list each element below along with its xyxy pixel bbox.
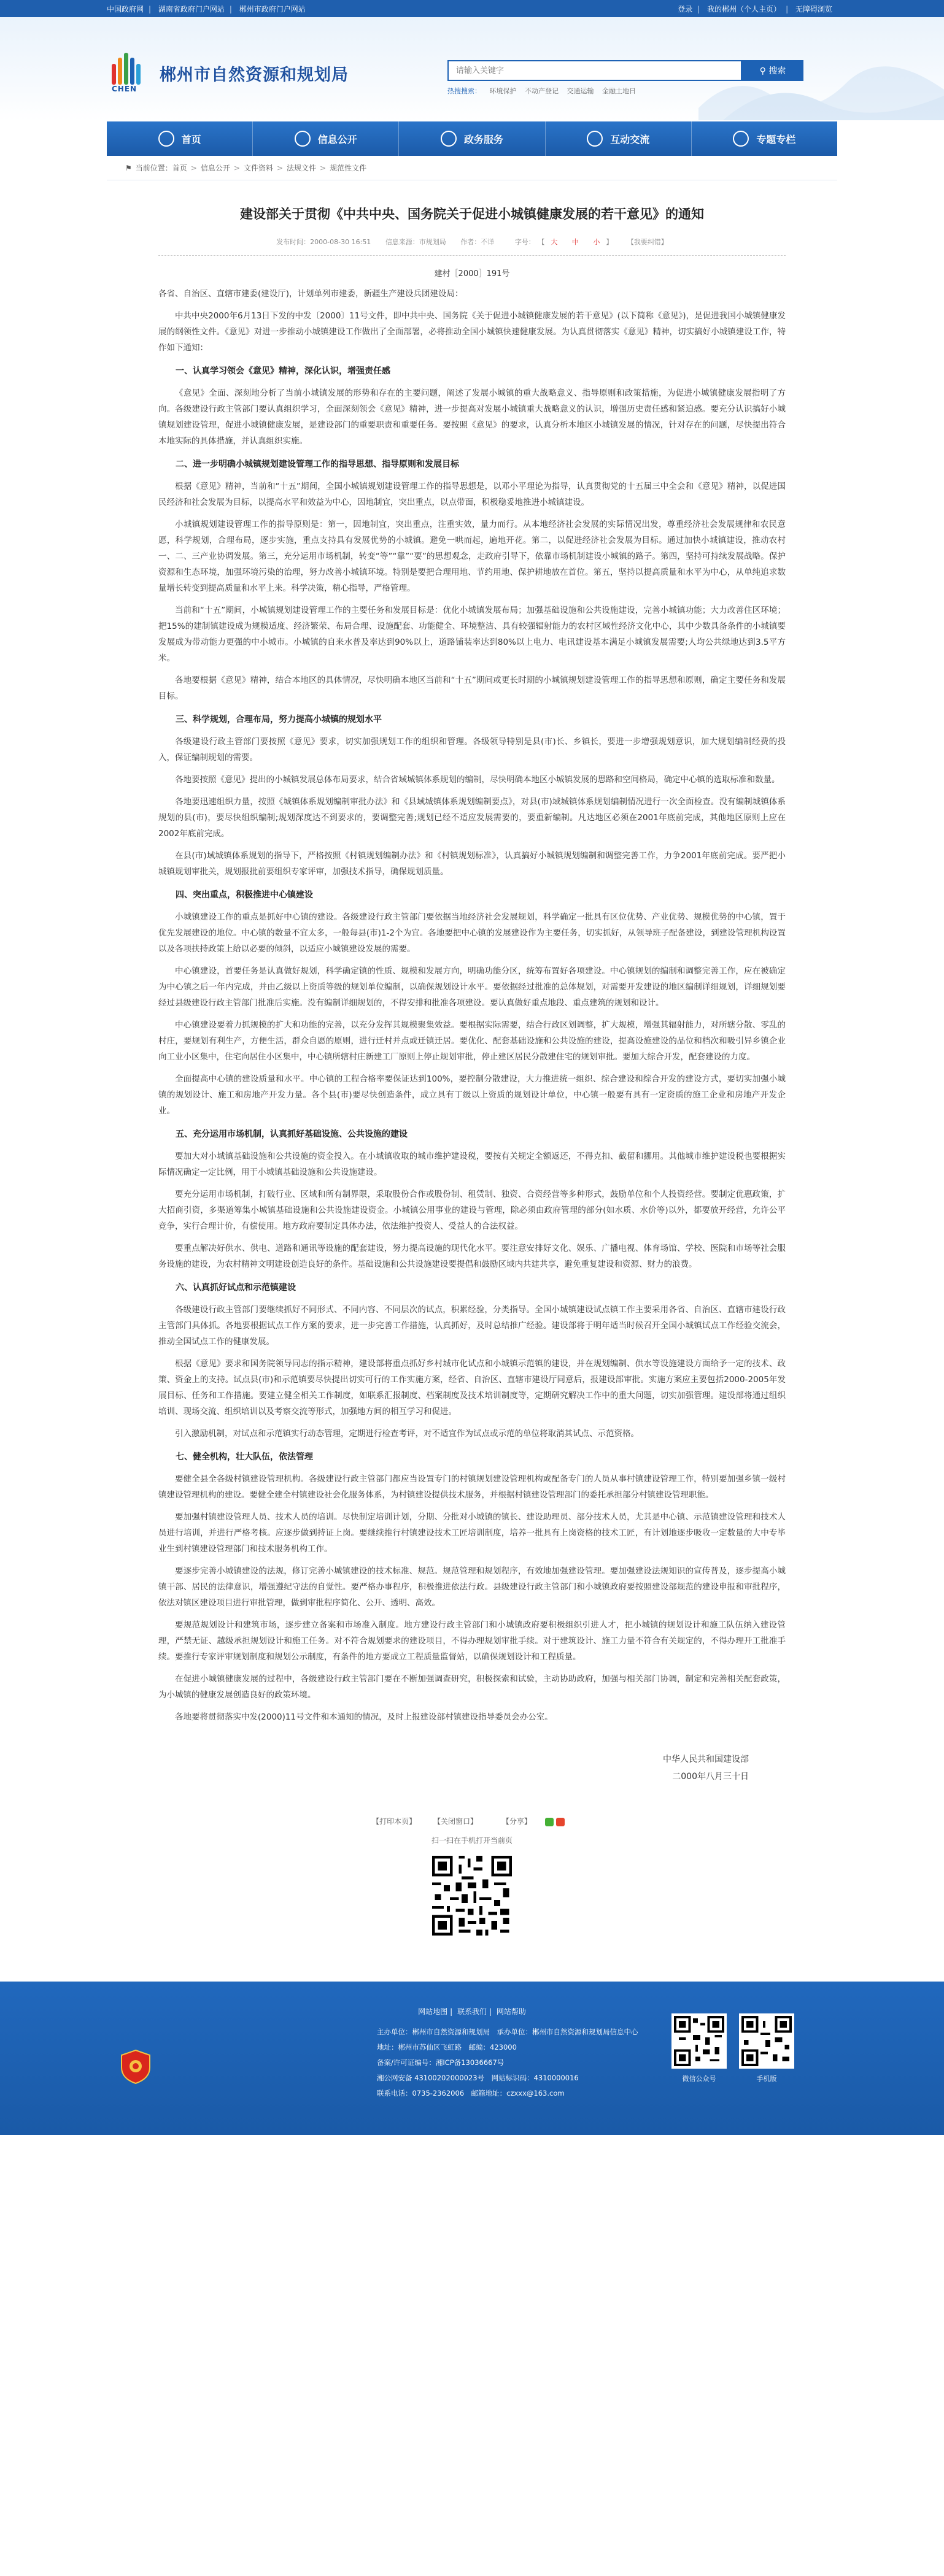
hot-word[interactable]: 不动产登记 <box>525 87 559 95</box>
paragraph: 全面提高中心镇的建设质量和水平。中心镇的工程合格率要保证达到100%，要控制分散建设，大力推进统一组织、综合建设和综合开发的建设方式，要切实加强小城镇的规划设计、施工和房地产开发力量。各个县(市)要尽快创造条件，成立具有丁级以上资质的规划设计单位，中心镇一般要有具有一定资质的施工企业和房地产开发企业。 <box>158 1074 786 1116</box>
personal-link[interactable]: 我的郴州（个人主页） <box>707 4 781 13</box>
footer-address: 地址：郴州市苏仙区飞虹路 邮编：423000 <box>377 2043 517 2051</box>
font-small-button[interactable]: 小 <box>593 238 600 246</box>
breadcrumb: ⚑ 当前位置： 首页 > 信息公开 > 文件资料 > 法规文件 > 规范性文件 <box>107 156 837 180</box>
paragraph: 各地要根据《意见》精神，结合本地区的具体情况，尽快明确本地区当前和“十五”期间或更长时期的小城镇规划建设管理工作的指导思想和原则，确定主要任务和发展目标。 <box>158 675 786 701</box>
wechat-qr-icon <box>671 2013 727 2069</box>
wechat-qr-caption: 微信公众号 <box>682 2075 716 2083</box>
font-mid-button[interactable]: 中 <box>571 238 579 246</box>
hot-word[interactable]: 交通运输 <box>567 87 594 95</box>
paragraph: 中共中央2000年6月13日下发的中发〔2000〕11号文件，即中共中央、国务院《关于促进小城镇健康发展的若干意见》(以下简称《意见》)，是促进我国小城镇健康发展的纲领性文件。《意见》对进一步推动小城镇建设工作做出了全面部署，必将推动全国小城镇快速健康发展。为认真贯彻落实《意见》精神，切实搞好小城镇建设工作，特作如下通知： <box>158 311 786 353</box>
site-title: 郴州市自然资源和规划局 <box>160 65 349 85</box>
hot-search-label: 热搜搜索： <box>447 87 481 95</box>
paragraph: 各地要按照《意见》提出的小城镇发展总体布局要求，结合省域城镇体系规划的编制，尽快明确本地区小城镇发展的思路和空间格局，确定中心镇的选取标准和数量。 <box>175 775 780 785</box>
contact-link[interactable]: 联系我们 <box>457 2007 487 2016</box>
footer-links: 网站地图 | 联系我们 | 网站帮助 <box>418 2007 526 2016</box>
footer-contact: 联系电话：0735-2362006 邮箱地址：czxxx@163.com <box>377 2089 565 2097</box>
paragraph: 各级建设行政主管部门要继续抓好不同形式、不同内容、不同层次的试点，积累经验，分类指导。全国小城镇建设试点镇工作主要采用各省、自治区、直辖市建设行政主管部门具体抓。各地要根据试点工作方案的要求，进一步完善工作措施，认真抓好，及时总结推广经验。建设部将于明年适当时候召开全国小城镇试点工作经验交流会，推动全国试点工作的健康发展。 <box>158 1305 786 1347</box>
mobile-qr-caption: 手机版 <box>756 2075 777 2083</box>
paragraph: 要加大对小城镇基础设施和公共设施的资金投入。在小城镇收取的城市维护建设税，要按有关规定全额返还，不得克扣、截留和挪用。其他城市维护建设税也要根据实际情况确定一定比例，用于小城镇基础设施和公共设施建设。 <box>158 1152 786 1177</box>
paragraph: 中心镇建设，首要任务是认真做好规划，科学确定镇的性质、规模和发展方向，明确功能分区，统筹布置好各项建设。中心镇规划的编制和调整完善工作，应在被确定为中心镇之后一年内完成，并由乙级以上资质等级的规划单位编制，以确保规划设计水平。要依据经过批准的总体规划，对需要开发建设的地区编制详细规划，详细规划要经过县级建设行政主管部门批准后实施。没有编制详细规划的，不得安排和批准各项建设。要认真做好重点地段、重点建筑的规划和设计。 <box>158 966 786 1008</box>
print-link[interactable]: 【打印本页】 <box>372 1817 417 1826</box>
top-bar <box>0 0 944 17</box>
article <box>107 205 837 1939</box>
paragraph: 要逐步完善小城镇建设的法规，修订完善小城镇建设的技术标准、规范。规范管理和规划程序，有效地加强建设管理。要加强建设法规知识的宣传普及，逐步提高小城镇干部、居民的法律意识，增强遵纪守法的自觉性。要严格办事程序，积极推进依法行政。县级建设行政主管部门和小城镇政府要按照建设部规范的建设申报和审批程序，依法对镇区建设项目进行审批管理，做到审批程序简化、公开、透明、高效。 <box>158 1566 786 1608</box>
salutation: 各省、自治区、直辖市建委(建设厅)，计划单列市建委，新疆生产建设兵团建设局： <box>158 289 463 299</box>
info-source: 信息来源：市规划局 <box>385 238 446 246</box>
main-nav <box>107 121 837 156</box>
share-link[interactable] <box>495 1817 572 1826</box>
breadcrumb-prefix: 当前位置： <box>135 164 172 172</box>
close-window-link[interactable]: 【关闭窗口】 <box>433 1817 478 1826</box>
footer-icp[interactable]: 备案/许可证编号：湘ICP备13036667号 <box>377 2058 505 2067</box>
breadcrumb-item[interactable]: 首页 <box>172 164 187 172</box>
paragraph: 各地要将贯彻落实中发(2000)11号文件和本通知的情况，及时上报建设部村镇建设指导委员会办公室。 <box>175 1712 553 1722</box>
article-meta <box>158 237 786 256</box>
footer-org: 主办单位：郴州市自然资源和规划局 承办单位：郴州市自然资源和规划局信息中心 <box>377 2028 638 2036</box>
doc-icon <box>295 131 311 147</box>
search-button[interactable] <box>742 60 803 81</box>
paragraph: 要加强村镇建设管理人员、技术人员的培训。尽快制定培训计划，分期、分批对小城镇的镇长、建设助理员、部分技术人员，尤其是中心镇、示范镇建设管理和技术人员进行培训，并进行严格考核。应逐步做到持证上岗。要继续推行村镇建设技术工匠培训制度，培养一批具有上岗资格的技术工匠，有计划地逐步吸收一定数量的大中专毕业生到村镇建设管理部门和技术服务机构工作。 <box>158 1512 786 1554</box>
logo-mark-icon <box>107 53 156 93</box>
service-icon <box>441 131 457 147</box>
section-heading: 一、认真学习领会《意见》精神，深化认识，增强责任感 <box>176 366 390 376</box>
site-header <box>0 17 944 121</box>
paragraph: 各级建设行政主管部门要按照《意见》要求，切实加强规划工作的组织和管理。各级领导特别是县(市)长、乡镇长，要进一步增强规划意识，加大规划编制经费的投入，保证编制规划的需要。 <box>158 737 786 763</box>
footer-security[interactable]: 湘公网安备 43100202000023号 网站标识码：4310000016 <box>377 2074 579 2082</box>
home-icon <box>158 131 174 147</box>
nav-label: 信息公开 <box>317 133 357 145</box>
chat-icon <box>587 131 603 147</box>
nav-topics[interactable] <box>692 121 837 156</box>
section-heading: 五、充分运用市场机制，认真抓好基础设施、公共设施的建设 <box>176 1129 408 1139</box>
search-button-label: 搜索 <box>768 66 786 76</box>
gov-link[interactable]: 中国政府网 <box>107 4 144 13</box>
qr-code-icon <box>429 1853 515 1939</box>
paragraph: 中心镇建设要着力抓规模的扩大和功能的完善，以充分发挥其规模聚集效益。要根据实际需要，结合行政区划调整，扩大规模，增强其辐射能力，对所辖分散、零乱的村庄，要规划有利生产，方便生活，群众自愿的原则，进行迁村并点或迁镇迁居。要优化、配套基础设施和公共设施的建设，提高设施建设的品位和档次和吸引异乡镇企业向工业小区集中，住宅向居住小区集中，中心镇所辖村庄新建工厂原则上停止规划审批，停止建区居民分散建住宅的规划审批。要加大综合开发，配套建设的力度。 <box>158 1020 786 1062</box>
login-link[interactable]: 登录 <box>678 4 693 13</box>
section-heading: 六、认真抓好试点和示范镇建设 <box>176 1283 296 1293</box>
nav-info-public[interactable] <box>253 121 399 156</box>
search-box <box>447 60 803 96</box>
signing-date: 二000年八月三十日 <box>672 1772 749 1782</box>
breadcrumb-item[interactable]: 文件资料 <box>243 164 273 172</box>
nav-label: 互动交流 <box>610 133 650 145</box>
search-input[interactable] <box>447 60 742 81</box>
document-number: 建村［2000］191号 <box>434 269 510 279</box>
nav-label: 专题专栏 <box>756 133 796 145</box>
paragraph: 在县(市)域城镇体系规划的指导下，严格按照《村镇规划编制办法》和《村镇规划标准》，认真搞好小城镇规划编制和调整完善工作，力争2001年底前完成。要严把小城镇规划审批关，规划报批前要组织专家评审，加强技术指导，确保规划质量。 <box>158 851 786 877</box>
gov-emblem-icon[interactable] <box>119 2049 152 2085</box>
font-big-button[interactable]: 大 <box>551 238 558 246</box>
section-heading: 四、突出重点，积极推进中心镇建设 <box>176 890 313 900</box>
share-label: 【分享】 <box>501 1817 532 1826</box>
site-logo[interactable] <box>107 53 349 93</box>
nav-label: 首页 <box>181 133 201 145</box>
section-heading: 三、科学规划，合理布局，努力提高小城镇的规划水平 <box>176 715 382 725</box>
breadcrumb-item[interactable]: 法规文件 <box>287 164 317 172</box>
paragraph: 根据《意见》精神，当前和“十五”期间，全国小城镇规划建设管理工作的指导思想是，以邓小平理论为指导，认真贯彻党的十五届三中全会和《意见》精神，以促进国民经济和社会发展为目标，以提高水平和效益为中心，因地制宜，突出重点，以点带面，积极稳妥地推进小城镇建设。 <box>158 482 786 507</box>
location-icon: ⚑ <box>125 163 132 172</box>
paragraph: 要重点解决好供水、供电、道路和通讯等设施的配套建设，努力提高设施的现代化水平。要注意安排好文化、娱乐、广播电视、体育场馆、学校、医院和市场等社会服务设施的建设，为农村精神文明建设创造良好的条件。基础设施和公共设施建设要提倡和鼓励区域内共建共享，避免重复建设和资源、财力的浪费。 <box>158 1244 786 1269</box>
accessibility-link[interactable]: 无障碍浏览 <box>795 4 832 13</box>
topic-icon <box>733 131 749 147</box>
weibo-share-icon[interactable] <box>556 1818 565 1826</box>
font-size-control: 字号： 【 大 中 小 】 <box>514 238 613 246</box>
hot-search <box>447 86 803 96</box>
site-footer <box>0 1982 944 2135</box>
paragraph: 《意见》全面、深刻地分析了当前小城镇发展的形势和存在的主要问题，阐述了发展小城镇的重大战略意义、指导原则和政策措施，为促进小城镇健康发展指明了方向。各级建设行政主管部门要认真组织学习，全面深刻领会《意见》精神，进一步提高对发展小城镇重大战略意义的认识，增强历史责任感和紧迫感。要充分认识搞好小城镇规划建设管理，促进小城镇健康发展，是建设部门的重要职责和重要任务。要按照《意见》的要求，认真分析本地区小城镇发展的情况，针对存在的问题，尽快提出符合本地实际的具体措施，并认真组织实施。 <box>158 388 786 446</box>
paragraph: 根据《意见》要求和国务院领导同志的指示精神，建设部将重点抓好乡村城市化试点和小城镇示范镇的建设，并在规划编制、供水等设施建设方面给予一定的技术、政策、资金上的支持。试点县(市)和示范镇要尽快提出切实可行的工作实施方案，经省、自治区、直辖市建设厅同意后，报建设部审批。实施方案应主要包括2000-2005年发展目标、任务和工作措施。要建立健全相关工作制度，如联系汇报制度、档案制度及技术培训制度等，定期研究解决工作中的重大问题，切实加强管理。建设部将通过组织培训、现场交流、组织培训以及考察交流等形式，加强地方间的相互学习和促进。 <box>158 1359 786 1417</box>
breadcrumb-item[interactable]: 规范性文件 <box>330 164 367 172</box>
mobile-qr-area <box>158 1835 786 1939</box>
paragraph: 要规范规划设计和建筑市场，逐步建立备案和市场准入制度。地方建设行政主管部门和小城镇政府要积极组织引进人才，把小城镇的规划设计和施工队伍纳入建设管理，严禁无证、越级承担规划设计和施工任务。对不符合规划要求的建设项目，不得办理规划审批手续。对于建筑设计、施工力量不符合有关规定的，不得办理开工批准手续。要推行专家评审规划制度和规划公示制度，有条件的地方要成立工程质量监督站，以确保规划设计和工程质量。 <box>158 1620 786 1662</box>
section-heading: 七、健全机构，壮大队伍，依法管理 <box>176 1452 313 1462</box>
article-tools <box>158 1816 786 1826</box>
hot-word[interactable]: 环境保护 <box>489 87 517 95</box>
publish-date: 发布时间：2000-08-30 16:51 <box>276 238 371 246</box>
paragraph: 当前和“十五”期间，小城镇规划建设管理工作的主要任务和发展目标是：优化小城镇发展布局；加强基础设施和公共设施建设，完善小城镇功能；大力改善住区环境；把15%的建制镇建设成为规模适度、经济繁荣、布局合理、设施配套、功能健全、环境整洁、具有较强辐射能力的农村区域性经济文化中心，其中少数具备条件的小城镇要发展成为带动能力更强的中小城市。小城镇的自来水普及率达到90%以上，道路铺装率达到80%以上电力、电讯建设基本满足小城镇发展需要;人均公共绿地达到3.5平方米。 <box>158 606 786 663</box>
search-icon: ⚲ <box>759 66 769 76</box>
nav-label: 政务服务 <box>464 133 504 145</box>
logo-subtext: CHEN <box>112 85 137 93</box>
signing-org: 中华人民共和国建设部 <box>663 1755 749 1764</box>
mobile-qr-icon <box>739 2013 794 2069</box>
chenzhou-link[interactable]: 郴州市政府门户网站 <box>239 4 306 13</box>
section-heading: 二、进一步明确小城镇规划建设管理工作的指导思想、指导原则和发展目标 <box>176 459 459 469</box>
nav-home[interactable] <box>107 121 253 156</box>
paragraph: 要充分运用市场机制，打破行业、区域和所有制界限，采取股份合作或股份制、租赁制、独资、合资经营等多种形式，鼓励单位和个人投资经营。要制定优惠政策，扩大招商引资，多渠道筹集小城镇基础设施和公共设施建设资金。小城镇公用事业的建设与管理，除必须由政府管理的部分(如水质、水价等)以外，都要放开经营，允许公平竞争，实行合理计价，有偿使用。地方政府要制定具体办法，依法维护投资人、受益人的合法权益。 <box>158 1190 786 1231</box>
breadcrumb-item[interactable]: 信息公开 <box>200 164 230 172</box>
font-size-label: 字号： <box>514 238 535 246</box>
hunan-link[interactable]: 湖南省政府门户网站 <box>158 4 225 13</box>
author: 作者：不详 <box>460 238 495 246</box>
nav-service[interactable] <box>399 121 545 156</box>
paragraph: 在促进小城镇健康发展的过程中，各级建设行政主管部门要在不断加强调查研究，积极探索和试验，主动协助政府，加强与相关部门协调，制定和完善相关配套政策，为小城镇的健康发展创造良好的政策环境。 <box>158 1674 786 1700</box>
sitemap-link[interactable]: 网站地图 <box>418 2007 448 2016</box>
paragraph: 小城镇建设工作的重点是抓好中心镇的建设。各级建设行政主管部门要依据当地经济社会发展规划，科学确定一批具有区位优势、产业优势、规模优势的中心镇，置于优先发展建设的地位。中心镇的数量不宜太多，一般每县(市)1-2个为宜。各地要把中心镇的发展建设作为主要任务，切实抓好，从领导班子配备建设，到建设管理机构设置以及各项扶持政策上给以必要的倾斜，以适应小城镇建设发展的需要。 <box>158 912 786 954</box>
footer-info <box>377 2024 638 2101</box>
paragraph: 小城镇规划建设管理工作的指导原则是：第一，因地制宜，突出重点，注重实效，量力而行。从本地经济社会发展的实际情况出发，尊重经济社会发展规律和农民意愿，科学规划，合理布局，逐步实施，重点支持具有发展优势的小城镇。避免一哄而起，遍地开花。第二，以促进经济社会发展为目标。通过加快小城镇建设，推动农村一、二、三产业协调发展。第三，充分运用市场机制，转变“等”“靠”“要”的思想观念，走政府引导下，依靠市场机制建设小城镇的路子。第四，坚持可持续发展战略。保护资源和生态环境，加强环境污染的治理，努力改善小城镇环境。特别是要把合理用地、节约用地、保护耕地放在首位。第五，坚持以提高质量和水平为中心，从单纯追求数量增长转变到提高质量和水平上来。科学决策，精心指导，严格管理。 <box>158 520 786 593</box>
help-link[interactable]: 网站帮助 <box>496 2007 526 2016</box>
paragraph: 各地要迅速组织力量，按照《城镇体系规划编制审批办法》和《县域城镇体系规划编制要点》，对县(市)域城镇体系规划编制情况进行一次全面检查。没有编制城镇体系规划的县(市)，要尽快组织编制;规划深度达不到要求的，要调整完善;规划已经不适应发展需要的，要重新编制。凡达地区必须在2001年底前完成，其他地区原则上应在2002年底前完成。 <box>158 797 786 839</box>
paragraph: 要健全县全各级村镇建设管理机构。各级建设行政主管部门都应当设置专门的村镇规划建设管理机构或配备专门的人员从事村镇建设管理工作，特别要加强乡镇一级村镇建设管理机构的建设。要健全建全村镇建设社会化服务体系，为村镇建设提供技术服务，并根据村镇建设管理部门的委托承担部分村镇建设管理职能。 <box>158 1474 786 1500</box>
article-body <box>158 286 786 1725</box>
nav-interaction[interactable] <box>546 121 692 156</box>
top-links-right: 登录 | 我的郴州（个人主页） | 无障碍浏览 <box>678 4 832 13</box>
paragraph: 引入激励机制，对试点和示范镇实行动态管理，定期进行检查考评，对不适宜作为试点或示范的单位将取消其试点、示范资格。 <box>175 1429 639 1439</box>
article-title: 建设部关于贯彻《中共中央、国务院关于促进小城镇健康发展的若干意见》的通知 <box>240 207 704 221</box>
qr-caption: 扫一扫在手机打开当前页 <box>431 1836 513 1845</box>
top-links-left: 中国政府网 | 湖南省政府门户网站 | 郴州市政府门户网站 <box>107 4 306 13</box>
signature-block <box>158 1751 786 1785</box>
error-report-link[interactable]: 【我要纠错】 <box>627 238 668 246</box>
wechat-share-icon[interactable] <box>545 1818 554 1826</box>
hot-word[interactable]: 金融土地日 <box>602 87 636 95</box>
